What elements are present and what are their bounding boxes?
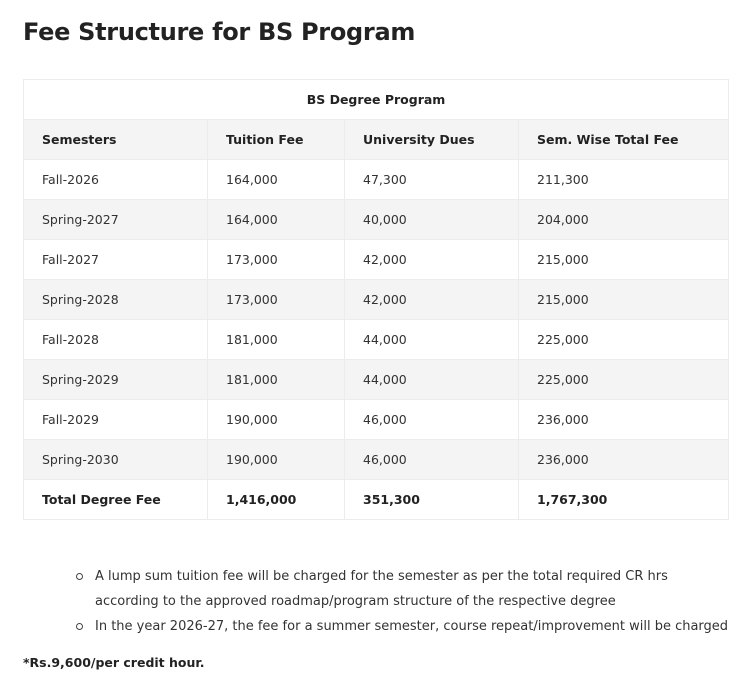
column-header-semesters: Semesters <box>24 120 208 160</box>
tuition-fee-cell: 173,000 <box>208 280 345 320</box>
column-header-tuition-fee: Tuition Fee <box>208 120 345 160</box>
notes-list <box>72 564 732 639</box>
total-fee-cell: 236,000 <box>519 400 729 440</box>
circle-bullet-icon <box>76 623 83 630</box>
tuition-fee-cell: 190,000 <box>208 440 345 480</box>
total-fee-cell: 225,000 <box>519 360 729 400</box>
fee-table <box>23 79 729 520</box>
footnote: *Rs.9,600/per credit hour. <box>23 655 205 670</box>
tuition-fee-cell: 181,000 <box>208 360 345 400</box>
total-label-cell: Total Degree Fee <box>24 480 208 520</box>
tuition-fee-cell: 164,000 <box>208 200 345 240</box>
table-row <box>24 280 729 320</box>
tuition-fee-cell: 164,000 <box>208 160 345 200</box>
column-header-university-dues: University Dues <box>345 120 519 160</box>
university-dues-cell: 42,000 <box>345 240 519 280</box>
semester-cell: Fall-2029 <box>24 400 208 440</box>
total-fee-cell: 225,000 <box>519 320 729 360</box>
university-dues-cell: 47,300 <box>345 160 519 200</box>
table-row <box>24 400 729 440</box>
table-row <box>24 240 729 280</box>
table-caption-row <box>24 80 729 120</box>
table-row <box>24 160 729 200</box>
note-text: A lump sum tuition fee will be charged for the semester as per the total required CR hrs according to the approved roadmap/program structure of the respective degree <box>95 569 668 609</box>
semester-cell: Spring-2029 <box>24 360 208 400</box>
semester-cell: Spring-2030 <box>24 440 208 480</box>
table-row <box>24 320 729 360</box>
table-row <box>24 440 729 480</box>
university-dues-cell: 44,000 <box>345 320 519 360</box>
total-fee-cell: 215,000 <box>519 280 729 320</box>
total-university-dues-cell: 351,300 <box>345 480 519 520</box>
tuition-fee-cell: 181,000 <box>208 320 345 360</box>
total-fee-cell: 211,300 <box>519 160 729 200</box>
table-row <box>24 200 729 240</box>
total-fee-cell: 236,000 <box>519 440 729 480</box>
total-degree-fee-cell: 1,767,300 <box>519 480 729 520</box>
note-text: In the year 2026-27, the fee for a summer semester, course repeat/improvement will be charged <box>95 619 729 634</box>
total-row <box>24 480 729 520</box>
university-dues-cell: 46,000 <box>345 400 519 440</box>
total-fee-cell: 215,000 <box>519 240 729 280</box>
total-tuition-fee-cell: 1,416,000 <box>208 480 345 520</box>
tuition-fee-cell: 190,000 <box>208 400 345 440</box>
university-dues-cell: 44,000 <box>345 360 519 400</box>
list-item <box>72 614 732 639</box>
university-dues-cell: 46,000 <box>345 440 519 480</box>
university-dues-cell: 42,000 <box>345 280 519 320</box>
circle-bullet-icon <box>76 573 83 580</box>
semester-cell: Fall-2026 <box>24 160 208 200</box>
tuition-fee-cell: 173,000 <box>208 240 345 280</box>
semester-cell: Spring-2028 <box>24 280 208 320</box>
list-item <box>72 564 732 614</box>
total-fee-cell: 204,000 <box>519 200 729 240</box>
university-dues-cell: 40,000 <box>345 200 519 240</box>
semester-cell: Spring-2027 <box>24 200 208 240</box>
semester-cell: Fall-2028 <box>24 320 208 360</box>
table-caption: BS Degree Program <box>24 80 729 120</box>
page-title: Fee Structure for BS Program <box>23 18 416 46</box>
table-row <box>24 360 729 400</box>
column-header-total-fee: Sem. Wise Total Fee <box>519 120 729 160</box>
table-header-row <box>24 120 729 160</box>
semester-cell: Fall-2027 <box>24 240 208 280</box>
